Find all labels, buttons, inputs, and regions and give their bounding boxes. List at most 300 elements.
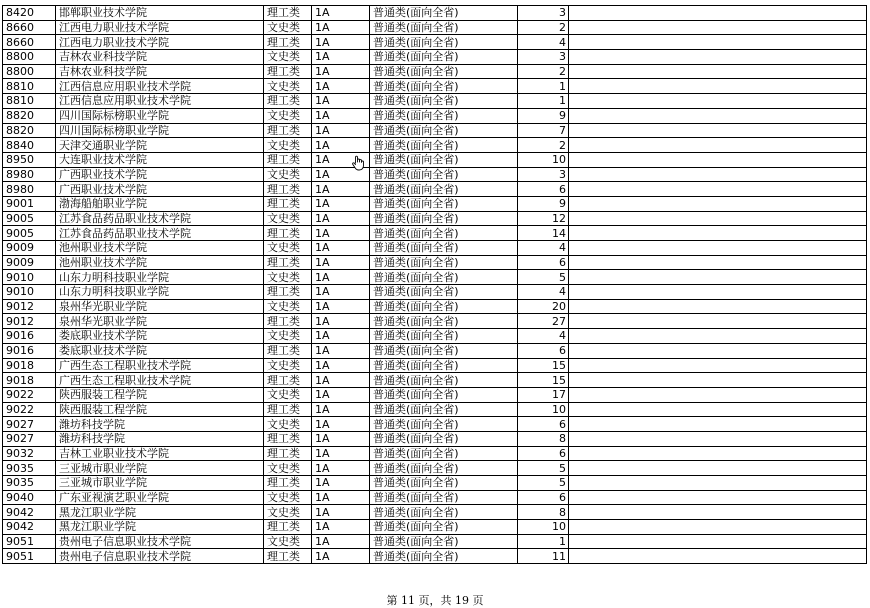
subject-category-cell: 文史类 [264,329,312,344]
enrollment-count-cell: 3 [518,50,569,65]
plan-type-cell: 普通类(面向全省) [370,402,518,417]
table-row [3,20,867,35]
batch-cell: 1A [312,431,370,446]
batch-cell: 1A [312,196,370,211]
school-name-cell: 三亚城市职业学院 [56,461,264,476]
school-code-cell: 9040 [3,490,56,505]
subject-category-cell: 理工类 [264,285,312,300]
batch-cell: 1A [312,329,370,344]
table-row [3,549,867,564]
school-code-cell: 9010 [3,285,56,300]
batch-cell: 1A [312,534,370,549]
plan-type-cell: 普通类(面向全省) [370,387,518,402]
enrollment-count-cell: 1 [518,79,569,94]
batch-cell: 1A [312,358,370,373]
school-code-cell: 8840 [3,138,56,153]
school-name-cell: 江西电力职业技术学院 [56,20,264,35]
batch-cell: 1A [312,446,370,461]
table-row [3,343,867,358]
plan-type-cell: 普通类(面向全省) [370,94,518,109]
empty-cell [569,64,867,79]
school-name-cell: 广西生态工程职业技术学院 [56,373,264,388]
batch-cell: 1A [312,94,370,109]
table-row [3,314,867,329]
table-row [3,461,867,476]
enrollment-count-cell: 9 [518,196,569,211]
table-row [3,64,867,79]
empty-cell [569,108,867,123]
batch-cell: 1A [312,520,370,535]
table-row [3,50,867,65]
enrollment-count-cell: 15 [518,373,569,388]
empty-cell [569,358,867,373]
plan-type-cell: 普通类(面向全省) [370,167,518,182]
school-code-cell: 8660 [3,20,56,35]
school-code-cell: 8660 [3,35,56,50]
table-row [3,123,867,138]
plan-type-cell: 普通类(面向全省) [370,50,518,65]
school-code-cell: 9018 [3,373,56,388]
subject-category-cell: 理工类 [264,343,312,358]
plan-type-cell: 普通类(面向全省) [370,6,518,21]
batch-cell: 1A [312,285,370,300]
subject-category-cell: 文史类 [264,211,312,226]
batch-cell: 1A [312,20,370,35]
plan-type-cell: 普通类(面向全省) [370,299,518,314]
school-name-cell: 吉林农业科技学院 [56,50,264,65]
subject-category-cell: 理工类 [264,182,312,197]
school-name-cell: 娄底职业技术学院 [56,343,264,358]
empty-cell [569,520,867,535]
plan-type-cell: 普通类(面向全省) [370,20,518,35]
enrollment-count-cell: 3 [518,6,569,21]
batch-cell: 1A [312,64,370,79]
school-name-cell: 山东力明科技职业学院 [56,285,264,300]
school-name-cell: 黑龙江职业学院 [56,520,264,535]
school-name-cell: 江苏食品药品职业技术学院 [56,226,264,241]
batch-cell: 1A [312,211,370,226]
plan-type-cell: 普通类(面向全省) [370,285,518,300]
empty-cell [569,490,867,505]
empty-cell [569,329,867,344]
subject-category-cell: 文史类 [264,358,312,373]
school-name-cell: 贵州电子信息职业技术学院 [56,549,264,564]
empty-cell [569,35,867,50]
subject-category-cell: 理工类 [264,152,312,167]
school-name-cell: 江西电力职业技术学院 [56,35,264,50]
school-code-cell: 8950 [3,152,56,167]
batch-cell: 1A [312,255,370,270]
school-code-cell: 9005 [3,211,56,226]
table-row [3,152,867,167]
plan-type-cell: 普通类(面向全省) [370,314,518,329]
school-code-cell: 9005 [3,226,56,241]
hand-pointer-icon [351,155,365,171]
enrollment-count-cell: 11 [518,549,569,564]
school-code-cell: 8800 [3,64,56,79]
enrollment-count-cell: 20 [518,299,569,314]
plan-type-cell: 普通类(面向全省) [370,152,518,167]
school-code-cell: 8980 [3,167,56,182]
school-code-cell: 9051 [3,534,56,549]
subject-category-cell: 理工类 [264,123,312,138]
plan-type-cell: 普通类(面向全省) [370,476,518,491]
empty-cell [569,505,867,520]
batch-cell: 1A [312,343,370,358]
school-name-cell: 四川国际标榜职业学院 [56,123,264,138]
plan-type-cell: 普通类(面向全省) [370,270,518,285]
enrollment-count-cell: 6 [518,446,569,461]
empty-cell [569,402,867,417]
empty-cell [569,241,867,256]
table-row [3,108,867,123]
table-row [3,79,867,94]
subject-category-cell: 理工类 [264,35,312,50]
school-name-cell: 陕西服装工程学院 [56,402,264,417]
enrollment-count-cell: 7 [518,123,569,138]
plan-type-cell: 普通类(面向全省) [370,138,518,153]
plan-type-cell: 普通类(面向全省) [370,358,518,373]
subject-category-cell: 理工类 [264,255,312,270]
school-code-cell: 9018 [3,358,56,373]
plan-type-cell: 普通类(面向全省) [370,534,518,549]
plan-type-cell: 普通类(面向全省) [370,446,518,461]
empty-cell [569,6,867,21]
school-name-cell: 广西生态工程职业技术学院 [56,358,264,373]
enrollment-count-cell: 1 [518,94,569,109]
enrollment-count-cell: 10 [518,152,569,167]
school-name-cell: 广东亚视演艺职业学院 [56,490,264,505]
empty-cell [569,50,867,65]
batch-cell: 1A [312,35,370,50]
empty-cell [569,226,867,241]
enrollment-count-cell: 5 [518,476,569,491]
enrollment-count-cell: 4 [518,241,569,256]
school-name-cell: 吉林工业职业技术学院 [56,446,264,461]
school-name-cell: 贵州电子信息职业技术学院 [56,534,264,549]
table-row [3,255,867,270]
empty-cell [569,431,867,446]
plan-type-cell: 普通类(面向全省) [370,196,518,211]
plan-type-cell: 普通类(面向全省) [370,431,518,446]
batch-cell: 1A [312,79,370,94]
subject-category-cell: 文史类 [264,417,312,432]
school-name-cell: 三亚城市职业学院 [56,476,264,491]
batch-cell: 1A [312,152,370,167]
school-name-cell: 黑龙江职业学院 [56,505,264,520]
subject-category-cell: 理工类 [264,226,312,241]
school-code-cell: 9009 [3,255,56,270]
table-row [3,270,867,285]
table-row [3,35,867,50]
table-row [3,505,867,520]
subject-category-cell: 理工类 [264,476,312,491]
enrollment-count-cell: 6 [518,182,569,197]
table-row [3,431,867,446]
school-code-cell: 9012 [3,314,56,329]
batch-cell: 1A [312,123,370,138]
table-row [3,446,867,461]
batch-cell: 1A [312,241,370,256]
empty-cell [569,387,867,402]
batch-cell: 1A [312,50,370,65]
batch-cell: 1A [312,476,370,491]
plan-type-cell: 普通类(面向全省) [370,35,518,50]
subject-category-cell: 理工类 [264,196,312,211]
table-body [3,6,867,564]
batch-cell: 1A [312,226,370,241]
enrollment-count-cell: 15 [518,358,569,373]
subject-category-cell: 文史类 [264,20,312,35]
subject-category-cell: 文史类 [264,138,312,153]
enrollment-count-cell: 9 [518,108,569,123]
school-name-cell: 泉州华光职业学院 [56,314,264,329]
plan-type-cell: 普通类(面向全省) [370,226,518,241]
school-code-cell: 9022 [3,387,56,402]
empty-cell [569,461,867,476]
subject-category-cell: 理工类 [264,549,312,564]
school-name-cell: 大连职业技术学院 [56,152,264,167]
empty-cell [569,211,867,226]
enrollment-count-cell: 8 [518,505,569,520]
empty-cell [569,343,867,358]
school-code-cell: 9010 [3,270,56,285]
empty-cell [569,270,867,285]
subject-category-cell: 文史类 [264,461,312,476]
school-name-cell: 池州职业技术学院 [56,255,264,270]
enrollment-count-cell: 4 [518,35,569,50]
subject-category-cell: 理工类 [264,94,312,109]
enrollment-count-cell: 14 [518,226,569,241]
empty-cell [569,182,867,197]
school-code-cell: 9001 [3,196,56,211]
batch-cell: 1A [312,387,370,402]
plan-type-cell: 普通类(面向全省) [370,255,518,270]
enrollment-count-cell: 17 [518,387,569,402]
plan-type-cell: 普通类(面向全省) [370,343,518,358]
empty-cell [569,138,867,153]
empty-cell [569,534,867,549]
batch-cell: 1A [312,314,370,329]
subject-category-cell: 文史类 [264,167,312,182]
empty-cell [569,476,867,491]
table-row [3,138,867,153]
enrollment-count-cell: 2 [518,138,569,153]
batch-cell: 1A [312,505,370,520]
subject-category-cell: 理工类 [264,314,312,329]
subject-category-cell: 文史类 [264,270,312,285]
batch-cell: 1A [312,417,370,432]
school-name-cell: 陕西服装工程学院 [56,387,264,402]
plan-type-cell: 普通类(面向全省) [370,211,518,226]
batch-cell: 1A [312,461,370,476]
plan-type-cell: 普通类(面向全省) [370,108,518,123]
batch-cell: 1A [312,108,370,123]
batch-cell: 1A [312,490,370,505]
table-row [3,241,867,256]
batch-cell: 1A [312,270,370,285]
table-row [3,373,867,388]
school-name-cell: 吉林农业科技学院 [56,64,264,79]
table-row [3,6,867,21]
batch-cell: 1A [312,402,370,417]
enrollment-count-cell: 6 [518,417,569,432]
table-row [3,299,867,314]
school-name-cell: 江苏食品药品职业技术学院 [56,211,264,226]
enrollment-count-cell: 4 [518,329,569,344]
table-row [3,490,867,505]
table-row [3,94,867,109]
subject-category-cell: 文史类 [264,241,312,256]
batch-cell: 1A [312,373,370,388]
school-code-cell: 9016 [3,329,56,344]
school-code-cell: 8420 [3,6,56,21]
subject-category-cell: 文史类 [264,299,312,314]
plan-type-cell: 普通类(面向全省) [370,241,518,256]
school-code-cell: 8820 [3,123,56,138]
empty-cell [569,255,867,270]
subject-category-cell: 文史类 [264,108,312,123]
enrollment-count-cell: 2 [518,20,569,35]
subject-category-cell: 理工类 [264,373,312,388]
empty-cell [569,549,867,564]
subject-category-cell: 理工类 [264,520,312,535]
empty-cell [569,123,867,138]
enrollment-count-cell: 10 [518,402,569,417]
batch-cell: 1A [312,138,370,153]
school-code-cell: 9035 [3,476,56,491]
plan-type-cell: 普通类(面向全省) [370,373,518,388]
empty-cell [569,196,867,211]
school-code-cell: 9032 [3,446,56,461]
enrollment-count-cell: 10 [518,520,569,535]
school-name-cell: 四川国际标榜职业学院 [56,108,264,123]
school-name-cell: 渤海船舶职业学院 [56,196,264,211]
school-code-cell: 8800 [3,50,56,65]
table-row [3,534,867,549]
plan-type-cell: 普通类(面向全省) [370,505,518,520]
table-row [3,387,867,402]
plan-type-cell: 普通类(面向全省) [370,549,518,564]
plan-type-cell: 普通类(面向全省) [370,79,518,94]
school-code-cell: 9035 [3,461,56,476]
enrollment-count-cell: 1 [518,534,569,549]
empty-cell [569,417,867,432]
school-name-cell: 江西信息应用职业技术学院 [56,94,264,109]
enrollment-count-cell: 4 [518,285,569,300]
batch-cell: 1A [312,549,370,564]
school-code-cell: 9042 [3,520,56,535]
school-name-cell: 娄底职业技术学院 [56,329,264,344]
enrollment-count-cell: 12 [518,211,569,226]
table-row [3,226,867,241]
school-name-cell: 天津交通职业学院 [56,138,264,153]
school-code-cell: 9012 [3,299,56,314]
enrollment-count-cell: 5 [518,461,569,476]
table-row [3,329,867,344]
subject-category-cell: 文史类 [264,79,312,94]
plan-type-cell: 普通类(面向全省) [370,490,518,505]
table-row [3,476,867,491]
school-name-cell: 邯郸职业技术学院 [56,6,264,21]
batch-cell: 1A [312,182,370,197]
subject-category-cell: 理工类 [264,446,312,461]
plan-type-cell: 普通类(面向全省) [370,461,518,476]
school-code-cell: 9009 [3,241,56,256]
school-name-cell: 广西职业技术学院 [56,182,264,197]
enrollment-count-cell: 6 [518,343,569,358]
school-name-cell: 泉州华光职业学院 [56,299,264,314]
empty-cell [569,152,867,167]
enrollment-count-cell: 8 [518,431,569,446]
table-row [3,520,867,535]
school-code-cell: 9042 [3,505,56,520]
subject-category-cell: 文史类 [264,505,312,520]
plan-type-cell: 普通类(面向全省) [370,64,518,79]
school-code-cell: 8810 [3,79,56,94]
plan-type-cell: 普通类(面向全省) [370,520,518,535]
table-row [3,417,867,432]
empty-cell [569,167,867,182]
enrollment-count-cell: 5 [518,270,569,285]
empty-cell [569,94,867,109]
subject-category-cell: 文史类 [264,534,312,549]
plan-type-cell: 普通类(面向全省) [370,182,518,197]
table-row [3,285,867,300]
enrollment-count-cell: 3 [518,167,569,182]
empty-cell [569,314,867,329]
school-name-cell: 江西信息应用职业技术学院 [56,79,264,94]
school-name-cell: 山东力明科技职业学院 [56,270,264,285]
school-name-cell: 池州职业技术学院 [56,241,264,256]
empty-cell [569,285,867,300]
school-code-cell: 8810 [3,94,56,109]
school-name-cell: 广西职业技术学院 [56,167,264,182]
plan-type-cell: 普通类(面向全省) [370,123,518,138]
school-code-cell: 9051 [3,549,56,564]
school-code-cell: 8820 [3,108,56,123]
empty-cell [569,299,867,314]
empty-cell [569,446,867,461]
subject-category-cell: 理工类 [264,6,312,21]
enrollment-count-cell: 6 [518,255,569,270]
empty-cell [569,20,867,35]
school-code-cell: 9027 [3,431,56,446]
table-row [3,402,867,417]
school-code-cell: 9016 [3,343,56,358]
school-code-cell: 8980 [3,182,56,197]
table-row [3,358,867,373]
batch-cell: 1A [312,299,370,314]
batch-cell: 1A [312,6,370,21]
table-row [3,182,867,197]
school-code-cell: 9027 [3,417,56,432]
subject-category-cell: 文史类 [264,387,312,402]
plan-type-cell: 普通类(面向全省) [370,417,518,432]
admission-plan-table [2,5,867,564]
subject-category-cell: 文史类 [264,490,312,505]
subject-category-cell: 文史类 [264,50,312,65]
page-number-footer: 第 11 页，共 19 页 [386,594,484,607]
table-row [3,211,867,226]
plan-type-cell: 普通类(面向全省) [370,329,518,344]
empty-cell [569,79,867,94]
school-name-cell: 潍坊科技学院 [56,417,264,432]
subject-category-cell: 理工类 [264,431,312,446]
table-row [3,196,867,211]
batch-cell: 1A [312,167,370,182]
enrollment-count-cell: 27 [518,314,569,329]
